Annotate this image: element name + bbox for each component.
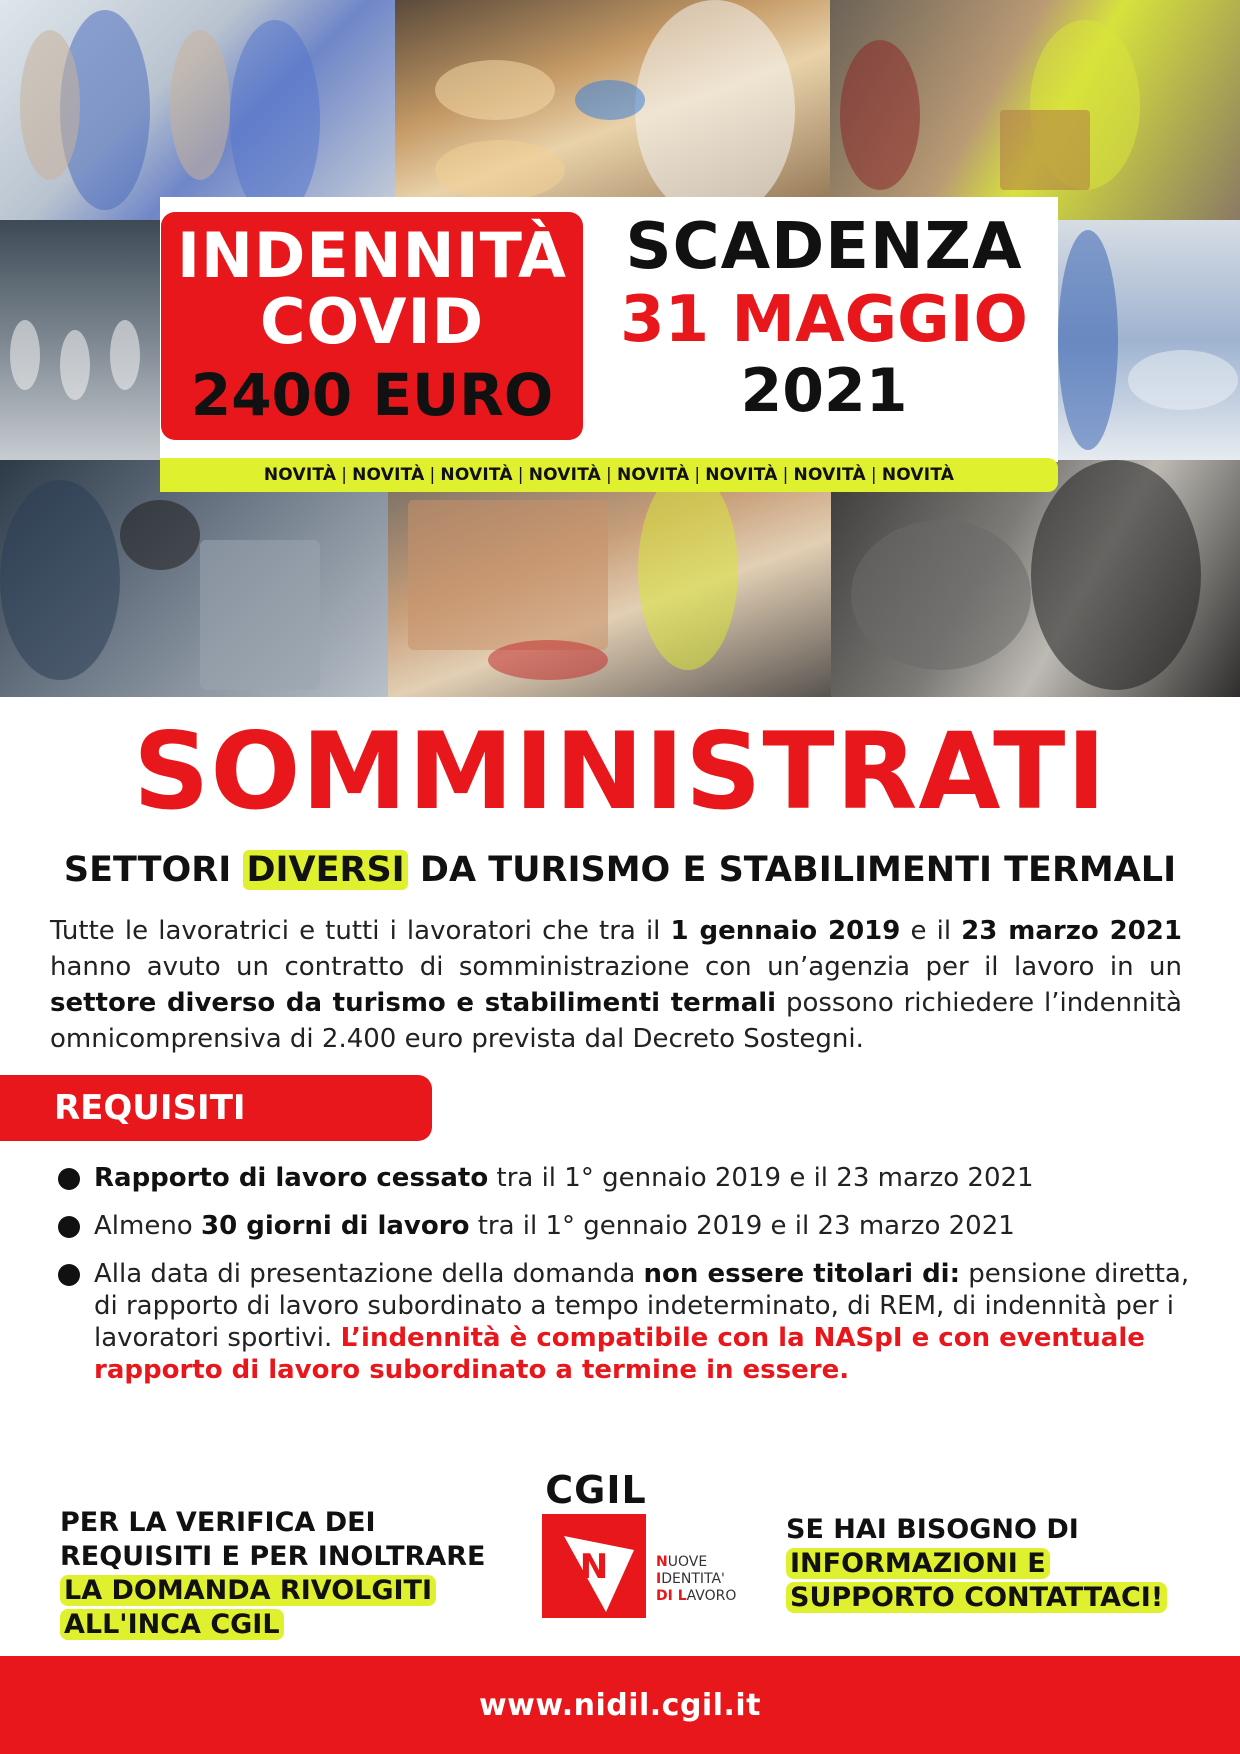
logo-word: CGIL — [545, 1468, 647, 1512]
deadline-date: 31 MAGGIO — [620, 283, 1028, 357]
logo-letter: N — [579, 1547, 609, 1587]
covid-label: COVID — [259, 285, 485, 358]
logo-tagline — [656, 1554, 746, 1605]
info-line — [786, 1547, 1226, 1581]
photo-assembly-worker — [831, 460, 1240, 697]
subtitle — [0, 846, 1240, 894]
tagline-cap: DI L — [656, 1588, 687, 1604]
list-item — [52, 1258, 1192, 1386]
novita-item: NOVITÀ — [705, 465, 778, 485]
novita-separator: | — [606, 465, 612, 485]
item-text: tra il 1° gennaio 2019 e il 23 marzo 2021 — [488, 1163, 1034, 1193]
intro-end-date: 23 marzo 2021 — [961, 916, 1182, 946]
novita-item: NOVITÀ — [440, 465, 513, 485]
item-text: tra il 1° gennaio 2019 e il 23 marzo 2021 — [469, 1211, 1015, 1241]
item-text: Almeno — [94, 1211, 201, 1241]
novita-item: NOVITÀ — [881, 465, 955, 485]
logo-mark — [542, 1514, 646, 1618]
item-red-note: L’indennità è compatibile con la NASpI e con eventuale rapporto di lavoro subordinato a termine in essere. — [94, 1323, 1145, 1385]
bullet-icon — [58, 1168, 80, 1190]
intro-paragraph — [50, 913, 1182, 1057]
amount-label: 2400 EURO — [190, 361, 554, 429]
tagline-line — [656, 1554, 746, 1571]
logo-n-icon — [542, 1514, 646, 1618]
indennita-label: INDENNITÀ — [176, 219, 568, 292]
photo-warehouse-worker — [830, 0, 1240, 220]
info-text: ALL'INCA CGIL — [60, 1609, 284, 1640]
list-item — [52, 1162, 1192, 1194]
novita-separator: | — [429, 465, 436, 485]
item-text: pensione diretta, di rapporto di lavoro subordinato a tempo indeterminato, di REM, di indennità per i lavoratori sportivi. — [94, 1259, 1190, 1353]
info-text: SE HAI BISOGNO DI — [786, 1514, 1079, 1545]
tagline-cap: N — [656, 1554, 668, 1570]
website-link[interactable]: www.nidil.cgil.it — [478, 1687, 762, 1723]
info-line — [60, 1506, 520, 1540]
photo-hospital — [1058, 220, 1240, 460]
tagline-rest: UOVE — [667, 1554, 708, 1570]
subtitle-post: DA TURISMO E STABILIMENTI TERMALI — [407, 850, 1177, 890]
requisiti-list — [52, 1162, 1192, 1402]
info-text: SUPPORTO CONTATTACI! — [786, 1582, 1167, 1613]
intro-text: Tutte le lavoratrici e tutti i lavoratori che tra il — [50, 916, 671, 946]
tagline-line — [656, 1571, 746, 1588]
info-text: INFORMAZIONI E — [786, 1548, 1050, 1579]
tagline-cap: I — [656, 1571, 662, 1587]
novita-item: NOVITÀ — [793, 465, 866, 485]
info-line — [786, 1581, 1226, 1615]
page-title: SOMMINISTRATI — [133, 710, 1107, 833]
novita-separator: | — [782, 465, 789, 485]
info-line — [60, 1540, 520, 1574]
novita-separator: | — [517, 465, 524, 485]
photo-factory-hall — [0, 220, 160, 460]
item-bold: 30 giorni di lavoro — [200, 1211, 470, 1241]
tagline-rest: AVORO — [686, 1588, 737, 1604]
info-text: PER LA VERIFICA DEI — [60, 1507, 376, 1538]
info-line — [60, 1574, 520, 1608]
info-text: REQUISITI E PER INOLTRARE — [60, 1541, 486, 1572]
photo-nurses — [0, 0, 395, 220]
info-line — [786, 1513, 1226, 1547]
intro-start-date: 1 gennaio 2019 — [670, 916, 901, 946]
requisiti-heading: REQUISITI — [0, 1075, 432, 1141]
photo-pizza-line — [395, 0, 830, 220]
bullet-icon — [58, 1264, 80, 1286]
list-item — [52, 1210, 1192, 1242]
novita-item: NOVITÀ — [352, 465, 425, 485]
bullet-icon — [58, 1216, 80, 1238]
footer-bar — [0, 1656, 1240, 1754]
subtitle-highlight: DIVERSI — [243, 850, 407, 890]
deadline-label: SCADENZA — [625, 210, 1023, 284]
intro-text: e il — [900, 916, 962, 946]
inca-info — [60, 1506, 520, 1642]
contact-info — [786, 1513, 1226, 1615]
tagline-rest: DENTITA' — [661, 1571, 725, 1587]
novita-separator: | — [870, 465, 877, 485]
novita-item: NOVITÀ — [528, 465, 602, 485]
novita-separator: | — [341, 465, 348, 485]
intro-text: possono richiedere l’indennità omnicomprensiva di 2.400 euro prevista dal Decreto Sostegni. — [50, 988, 1182, 1054]
novita-banner — [160, 458, 1058, 492]
subtitle-pre: SETTORI — [63, 850, 244, 890]
intro-sector: settore diverso da turismo e stabilimenti termali — [50, 988, 777, 1018]
item-bold: Rapporto di lavoro cessato — [94, 1163, 489, 1193]
photo-metal-worker — [0, 460, 388, 697]
cgil-logo — [540, 1468, 740, 1618]
item-bold: non essere titolari di: — [643, 1259, 960, 1289]
deadline-year: 2021 — [740, 356, 908, 426]
info-text: LA DOMANDA RIVOLGITI — [60, 1575, 436, 1606]
item-text: Alla data di presentazione della domanda — [94, 1259, 644, 1289]
intro-text: hanno avuto un contratto di somministrazione con un’agenzia per il lavoro in un — [50, 952, 1182, 982]
novita-item: NOVITÀ — [263, 465, 337, 485]
tagline-line — [656, 1588, 746, 1605]
info-line — [60, 1608, 520, 1642]
novita-item: NOVITÀ — [616, 465, 690, 485]
novita-separator: | — [694, 465, 701, 485]
indennita-box — [161, 212, 583, 440]
photo-pallet-worker — [388, 460, 831, 697]
